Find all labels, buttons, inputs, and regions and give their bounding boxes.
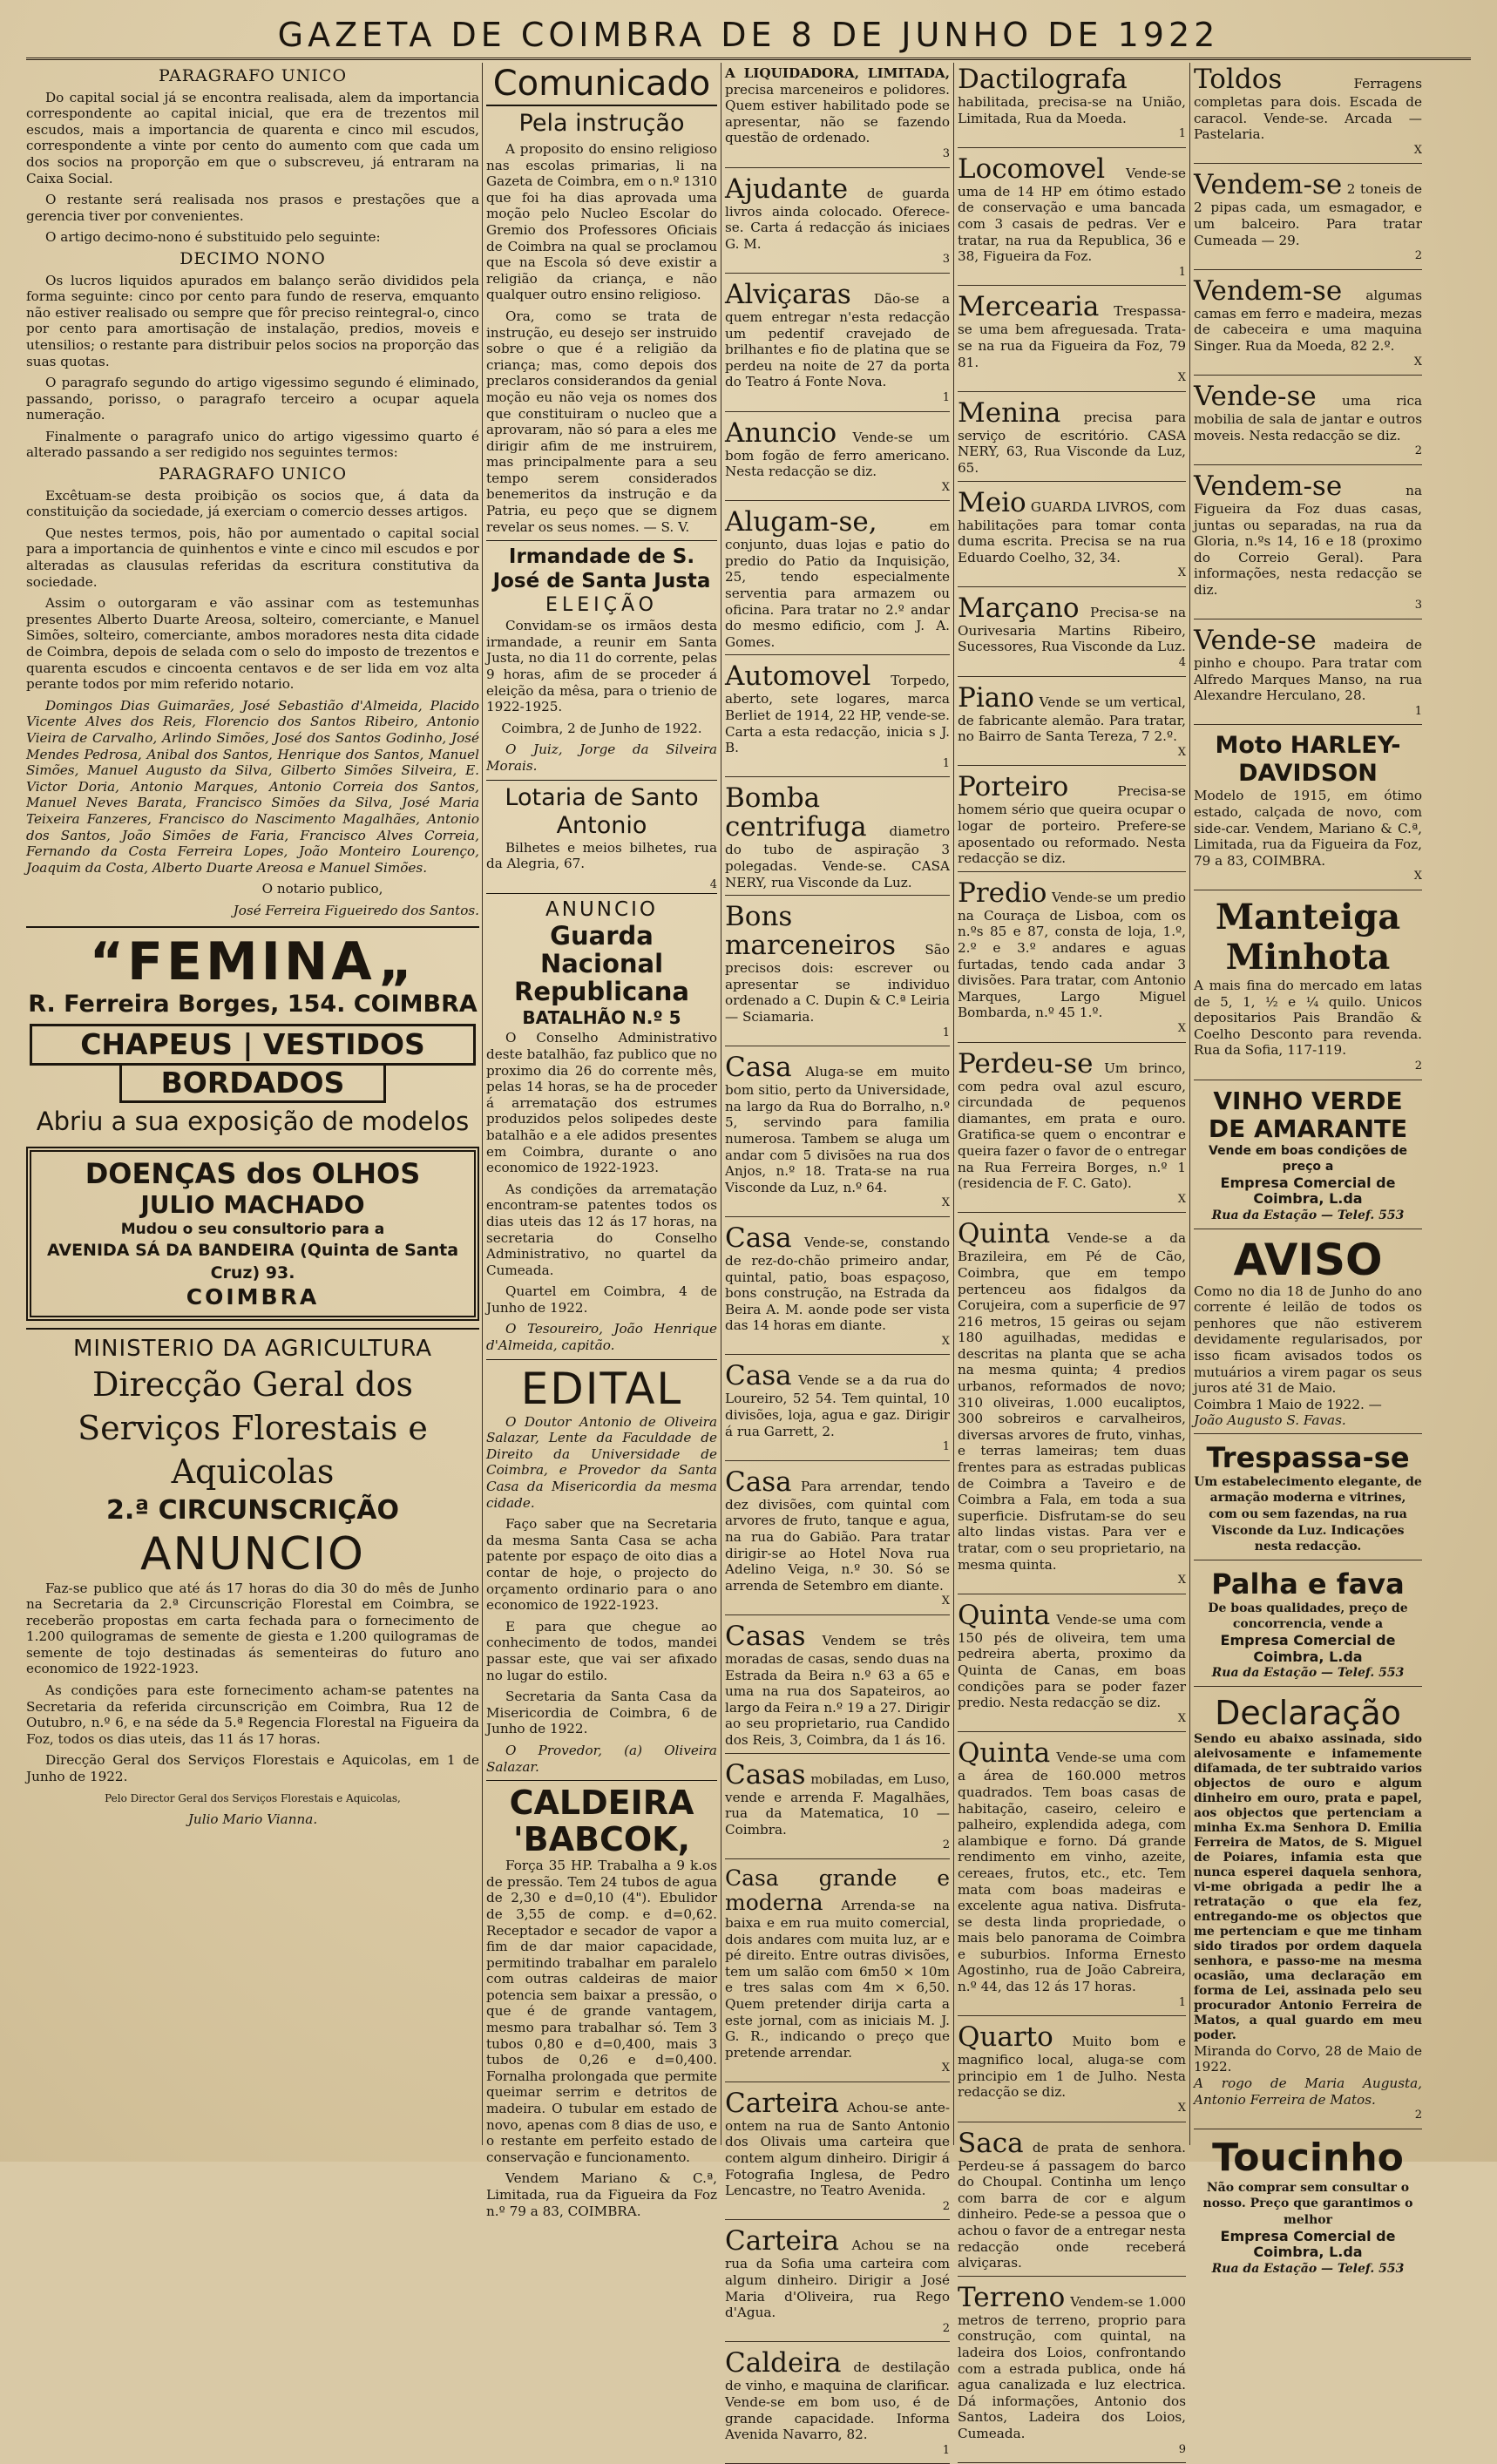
femina-bordados: BORDADOS [119,1066,386,1103]
paragraph: Ora, como se trata de instrução, eu desejo ser instruido sobre o que é a religião da criança; mas, como depois dos preclaros considerandos da genial moção eu não veja os nomes dos que constituiram o nucleo que a aprovaram, não só para a eles me dirigir afim de me instruirem, mas principalmente para a seu tempo serem considerados benemeritos da instrução e da Patria, eu peço que se dignem revelar os seus nomes. — S. V. [486,308,717,535]
classified-ad [958,486,1186,587]
ad-text: precisa marceneiros e polidores. Quem estiver habilitado pode se apresentar, não se fazendo questão de ordenado. [725,81,950,146]
ad-title: Marçano [958,592,1080,624]
ad-text: Achou-se ante-ontem na rua de Santo Antonio dos Olivais uma carteira que contem algum dinheiro. Dirigir á Fotografia Inglesa, de Pedro Lencastre, no Teatro Avenida. [725,2099,951,2199]
ministerio-signature: Julio Mario Vianna. [187,1811,318,1828]
paragraph: Os lucros liquidos apurados em balanço serão divididos pela forma seguinte: cinco por cento para fundo de reserva, emquanto não estiver realisado ou sempre que fôr preciso reintegral-o, cinco por cento para amortisação de instalação, predios, moveis e utensilios; o restante para distribuir pelos socios na proporção das suas quotas. [26,272,479,369]
paragraph: Do capital social já se encontra realisada, alem da importancia correspondente ao capital inicial, que era de trezentos mil escudos, mais a importancia de quarenta e cinco mil escudos, correspondente a vinte por cento do aumento com que cada um dos socios na proporção em que o subscreveu, já entraram na Caixa Social. [26,89,479,186]
ad-number: X [1413,355,1422,369]
signature: O Provedor, (a) Oliveira Salazar. [486,1742,717,1775]
ad-text: Um estabelecimento elegante, de armação moderna e vitrines, com ou sem fazendas, na rua Visconde da Luz. Indicações nesta redacção. [1194,1474,1422,1554]
classified-ad [725,1051,950,1217]
caldeira-title: CALDEIRA [509,1784,694,1823]
toucinho-ad [1194,2134,1422,2282]
paragraph: As condições para este fornecimento acham-se patentes na Secretaria da referida circunscrição em Coimbra, Rua 12 de Outubro, n.º 6, e na séde da 5.ª Regencia Florestal na Figueira da Foz, todos os dias uteis, das 11 ás 17 horas. [26,1682,479,1747]
olhos-city: COIMBRA [186,1283,320,1310]
ad-text: diametro do tubo de aspiração 3 polegadas. Vende-se. CASA NERY, rua Visconde da Luz. [725,823,950,890]
ad-text: Muito bom e magnifico local, aluga-se com principio em 1 de Julho. Nesta redacção se diz. [958,2034,1186,2101]
ad-title: Porteiro [958,771,1069,803]
ad-text: 2 toneis de 2 pipas cada, um esmagador, e um balceiro. Para tratar Cumeada — 29. [1194,181,1422,248]
ad-text: de guarda livros ainda colocado. Oferece-se. Carta á redacção ás iniciaes G. M. [725,185,950,252]
classified-ad [958,1599,1186,1733]
olhos-address: AVENIDA SÁ DA BANDEIRA (Quinta de Santa Cruz) 93. [46,1240,459,1283]
ad-title: Saca [958,2127,1024,2159]
vinho-ad [1194,1085,1422,1229]
ad-number: X [941,480,950,494]
ad-number: X [1413,870,1422,883]
femina-ad [26,926,479,1140]
femina-products: CHAPEUS | VESTIDOS [30,1024,476,1066]
classified-ad [725,416,950,502]
column-4 [958,63,1187,2456]
ad-title: Piano [958,681,1034,714]
paragraph: O paragrafo segundo do artigo vigessimo segundo é eliminado, passando, porisso, o paragrafo terceiro a ocupar aquela numeração. [26,375,479,423]
ad-text: Trespassa-se uma bem afreguesada. Trata-se na rua da Figueira da Foz, 79 81. [958,303,1186,370]
ad-number: 2 [942,2199,950,2213]
paragraph: Quartel em Coimbra, 4 de Junho de 1922. [486,1283,717,1316]
column-rule [482,63,483,2145]
ad-number: X [941,1334,950,1348]
column-rule [1189,63,1190,2145]
ad-number: X [1177,1574,1186,1587]
ad-number: 1 [942,1026,950,1039]
declaracao-title: Declaração [1215,1693,1401,1732]
classified-ad [958,770,1186,871]
paragraph: Secretaria da Santa Casa da Misericordia de Coimbra, 6 de Junho de 1922. [486,1689,717,1737]
ad-title: Carteira [725,2087,840,2119]
ad-text: De boas qualidades, preço de concorrencia, vende a [1208,1601,1408,1632]
ad-title: Casas [725,1621,806,1652]
ad-title: Casa [725,1222,792,1254]
classified-ad [958,1736,1186,2016]
ad-title: Quinta [958,1737,1051,1770]
ad-title: Casa [725,1052,792,1084]
edital-title: EDITAL [520,1363,683,1414]
ad-text: algumas camas em ferro e madeira, mezas de cabeceira e uma maquina Singer. Rua da Moeda, 82 2.º. [1194,287,1422,354]
ministerio-direction: Direcção Geral dos Serviços Florestais e Aquicolas [78,1364,428,1491]
classified-ad [1194,624,1422,725]
ad-text: Vende-se uma com 150 pés de oliveira, tem uma pedreira aberta, proximo da Quinta de Canas, em boas condições para se poder fazer predio. Nesta redacção se diz. [958,1611,1186,1711]
signature: O Tesoureiro, João Henrique d'Almeida, capitão. [486,1321,717,1354]
paragraph: O Conselho Administrativo deste batalhão, faz publico que no proximo dia 26 do corrente mês, pelas 14 horas, se ha de proceder á arrematação dos estrumes produzidos pelos solipedes deste batalhão e a ele adidos presentes em Coimbra, durante o ano economico de 1922-1923. [486,1030,717,1176]
olhos-doctor: JULIO MACHADO [140,1189,365,1219]
classified-ad [958,1047,1186,1214]
ad-title: Casa [725,1360,792,1392]
ad-text: Vende-se um bom fogão de ferro americano. Nesta redacção se diz. [725,429,950,480]
ad-number: 2 [942,1838,950,1852]
ad-title: Bons marceneiros [725,901,897,962]
ad-text: Vende se a da rua do Loureiro, 52 54. Tem quintal, 10 divisões, loja, agua e gaz. Dirigir á rua Garrett, 2. [725,1372,951,1439]
paragraph: Faz-se publico que até ás 17 horas do dia 30 do mês de Junho na Secretaria da 2.ª Circunscrição Florestal em Coimbra, se receberão propostas em carta fechada para o fornecimento de 1.200 quilogramas de semente de giesta e 1.200 quilogramas de semente de tojo destinadas ás sementeiras do futuro ano economico de 1922-1923. [26,1580,479,1677]
ad-text: Vende-se uma de 14 HP em ótimo estado de conservação e uma bancada com 3 casais de pedras. Ver e tratar, na rua da Republica, 36 e 38, Figueira da Foz. [958,165,1186,265]
ad-title: Vendem-se [1194,169,1343,201]
ad-title: Casas [725,1758,806,1790]
classified-ad [725,63,950,168]
ad-text: habilitada, precisa-se na União, Limitada, Rua da Moeda. [958,94,1186,126]
ad-text: mobiladas, em Luso, vende e arrenda F. Magalhães, rua da Matematica, 10 — Coimbra. [725,1770,950,1838]
ad-title: Vendem-se [1194,470,1343,502]
lotaria-title: Lotaria de Santo Antonio [505,783,699,839]
classified-ad [725,660,950,777]
aviso-title: AVISO [1233,1234,1383,1285]
paragraph: Bilhetes e meios bilhetes, rua da Alegria, 67. [486,839,717,872]
date: Coimbra, 2 de Junho de 1922. [501,720,702,736]
ad-title: Dactilografa [958,64,1128,95]
company-name: Empresa Comercial de Coimbra, L.da [1220,2227,1396,2261]
comunicado-title: Comunicado [486,63,717,106]
classified-ad [725,1222,950,1356]
ad-number: 2 [1414,249,1422,263]
classified-ad [725,782,950,896]
classified-ad [725,505,950,655]
instrucao-title: Pela instrução [518,110,685,137]
classified-ad [725,1620,950,1754]
company-address: Rua da Estação — Telef. 553 [1211,1208,1405,1222]
paragraph: As condições da arrematação encontram-se patentes todos os dias uteis das 12 ás 17 horas, na secretaria do Conselho Administrativo, no quartel da Cumeada. [486,1181,717,1278]
ad-text: Vendem-se 1.000 metros de terreno, proprio para construção, com quintal, na ladeira dos Loios, confrontando com a estrada publica, onde há agua canalizada e luz electrica. Dá informações, Antonio dos Santos, Ladeira dos Loios, Cumeada. [958,2293,1186,2441]
paragraph: Vendem Mariano & C.ª, Limitada, rua da Figueira da Foz n.º 79 a 83, COIMBRA. [486,2170,717,2219]
ad-text: Achou se na rua da Sofia uma carteira com algum dinheiro. Dirigir a José Maria d'Oliveira, rua Rego d'Agua. [725,2237,950,2321]
eleicao-title: ELEIÇÃO [545,594,658,617]
palha-ad [1194,1565,1422,1687]
ad-number: 1 [1178,127,1186,141]
classified-ad [725,2346,950,2464]
ad-text: Ferragens completas para dois. Escada de caracol. Vende-se. Arcada — Pastelaria. [1194,76,1422,143]
ad-title: Ajudante [725,173,849,205]
classified-ad [725,1359,950,1460]
ad-title: Predio [958,877,1047,909]
ad-text: Precisa-se homem sério que queira ocupar o logar de porteiro. Prefere-se aposentado ou reformado. Nesta redacção se diz. [958,783,1186,867]
ad-title: Casa grande e moderna [725,1865,950,1915]
gnr-title: Guarda Nacional Republicana [513,921,690,1007]
classified-ad [958,1217,1186,1594]
ad-title: Mercearia [958,291,1100,323]
olhos-moved: Mudou o seu consultorio para a [120,1220,385,1238]
ad-number: 1 [1414,704,1422,718]
trespassa-title: Trespassa-se [1206,1440,1410,1474]
ad-number: 1 [942,756,950,770]
olhos-ad [26,1147,479,1321]
ad-number: 3 [942,146,950,160]
ad-text: Para arrendar, tendo dez divisões, com quintal com arvores de fruto, tanque e agua, na rua do Gabião. Para tratar dirigir-se ao Hotel Nova rua Adelino Veiga, n.º 30. Só se arrenda de Setembro em diante. [725,1478,950,1594]
aviso-ad [1194,1234,1422,1434]
classified-ad [958,396,1186,482]
lotaria-ad [486,780,717,894]
paragraph: Que nestes termos, pois, hão por aumentado o capital social para a importancia de quinhentos e vinte e cinco mil escudos e por alteradas as clausulas referidas da escritura constitutiva da sociedade. [26,525,479,590]
ad-number: 2 [1414,444,1422,458]
paragraph: Excêtuam-se desta proibição os socios que, á data da constituição da sociedade, já exerciam o comercio desses artigos. [26,487,479,520]
ad-text: Torpedo, aberto, sete logares, marca Berliet de 1914, 22 HP, vende-se. Carta a esta redacção, inicia s J. B. [725,673,950,756]
ad-text: Arrenda-se na baixa e em rua muito comercial, dois andares com muita luz, ar e pé direito. Entre outras divisões, tem um salão com 6m50 × 10m e tres salas com 4m × 6,50. Quem pretender dirija carta a este jornal, com as iniciais M. J. G. R., indicando o preço que pretende arrendar. [725,1897,950,2061]
classified-ad [958,2127,1186,2277]
ad-title: Perdeu-se [958,1047,1094,1080]
declaracao-ad [1194,1691,1422,2129]
ad-text: Sendo eu abaixo assinada, sido aleivosamente e infamemente difamada, de ter subtraido varios objectos de ouro e algum dinheiro em ouro, prata e papel, aos objectos que pertenciam a minha Ex.ma Senhora D. Emilia Ferreira de Matos, de S. Miguel de Poiares, infamia esta que nunca esperei daquela senhora, vi-me obrigada a pedir lhe a retratação o que ela fez, entregando-me os objectos que me pertenciam e que me tinham sido tirados por ordem daquela senhora, e passo-me na mesma ocasião, uma declaração em forma de Lei, assinada pelo seu procurador Antonio Ferreira de Matos, a qual guardo em meu poder. [1194,1731,1422,2042]
classified-ad [1194,168,1422,269]
classified-ad [958,877,1186,1043]
notary-title: O notario publico, [261,881,383,897]
ad-number: X [941,2061,950,2075]
signature: João Augusto S. Favas. [1194,1412,1346,1429]
classified-ad [725,1864,950,2082]
section-heading: PARAGRAFO UNICO [158,66,348,85]
ad-number: 4 [1178,656,1186,670]
classified-ad [725,1758,950,1859]
paragraph: Assim o outorgaram e vão assinar com as testemunhas presentes Alberto Duarte Areosa, solteiro, comerciante, e Manuel Simões, solteiro, comerciante, ambos moradores nesta dita cidade de Coimbra, depois de selada com o selo do imposto de trezentos e quarenta escudos e cincoenta centavos e de ser lida em voz alta perante todos por mim referido notario. [26,595,479,693]
company-name: Empresa Comercial de Coimbra, L.da [1220,1174,1396,1208]
ad-title: Casa [725,1466,792,1498]
paragraph: Convidam-se os irmãos desta irmandade, a reunir em Santa Justa, no dia 11 do corrente, pelas 9 horas, afim de se proceder á eleição da mêsa, para o trienio de 1922-1925. [486,618,717,715]
paragraph: O artigo decimo-nono é substituido pelo seguinte: [45,229,381,246]
ad-text: na Figueira da Foz duas casas, juntas ou separadas, na rua da Gloria, n.ºs 14, 16 e 18 (proximo do Correio Geral). Para informações, nesta redacção se diz. [1194,482,1422,598]
classified-ad [1194,470,1422,619]
gnr-ad [486,893,717,1353]
ad-text: GUARDA LIVROS, com habilitações para tomar conta duma escrita. Precisa se na rua Eduardo Coelho, 32, 34. [958,498,1186,565]
ad-number: X [1413,143,1422,157]
femina-address: R. Ferreira Borges, 154. COIMBRA [28,990,478,1018]
paragraph: Finalmente o paragrafo unico do artigo vigessimo quarto é alterado passando a ser redigido nos seguintes termos: [26,428,479,461]
ad-title: Vendem-se [1194,274,1343,307]
masthead: GAZETA DE COIMBRA DE 8 DE JUNHO DE 1922 [26,12,1471,60]
moto-title: Moto HARLEY-DAVIDSON [1215,732,1401,788]
toucinho-title: Toucinho [1212,2135,1404,2180]
column-2 [486,63,717,2219]
ad-number: X [941,1196,950,1210]
ad-text: Vende se um vertical, de fabricante alemão. Para tratar, no Bairro de Santa Tereza, 7 2.º. [958,694,1186,745]
ministerio-ad [26,1328,479,1581]
ad-title: Quarto [958,2021,1053,2054]
palha-title: Palha e fava [1211,1567,1405,1601]
ministerio-anuncio: ANUNCIO [139,1527,365,1581]
ministerio-circ: 2.ª CIRCUNSCRIÇÃO [105,1494,400,1526]
ad-title: Terreno [958,2281,1066,2313]
company-address: Rua da Estação — Telef. 553 [1211,2261,1405,2276]
ad-title: Menina [958,396,1061,429]
ad-number: 9 [1178,2442,1186,2456]
section-heading: DECIMO NONO [180,248,326,268]
ad-text: em conjunto, duas lojas e patio do predio do Patio da Inquisição, 25, tendo especialmente serventia para armazem ou oficina. Para tratar no 2.º andar do mesmo edificio, com J. A. Gomes. [725,518,950,650]
ad-text: Vende-se um predio na Couraça de Lisboa, com os n.ºs 85 e 87, consta de loja, 1.º, 2.º e 3.º andares e aguas furtadas, tendo cada andar 3 divisões. Para tratar, com Antonio Marques, Largo Miguel Bombarda, n.º 45 1.º. [958,889,1187,1021]
classified-ad [958,63,1186,148]
classified-ad [958,592,1186,677]
ad-title: Vende-se [1194,625,1317,657]
company-address: Rua da Estação — Telef. 553 [1211,1666,1405,1681]
classified-ad [1194,274,1422,376]
paragraph: Faço saber que na Secretaria da mesma Santa Casa se acha patente por espaço de oito dias a contar de hoje, o projecto do orçamento ordinario para o ano economico de 1922-1923. [486,1516,717,1614]
column-5 [1194,63,1423,2276]
ad-number: X [941,1594,950,1608]
anuncio-title: ANUNCIO [545,898,658,922]
ad-title: Carteira [725,2225,840,2258]
ad-number: X [1177,745,1186,759]
manteiga-ad [1194,895,1422,1080]
ad-number: X [1177,1192,1186,1206]
ad-text: Vende-se a da Brazileira, em Pé de Cão, Coimbra, que em tempo pertenceu aos fidalgos da Corujeira, com a superficie de 97 216 metros, 15 geiras ou sejam 180 aguilhadas, medidas e descritas na planta que se acha na mesma quinta; 4 predios urbanos, reformados de novo; 310 oliveiras, 1.000 eucaliptos, 300 sobreiros e carvalheiros, diversas arvores de fruto, vinhas, e terras lameiras; tem duas frentes para as estradas publicas de Coimbra a Taveiro e de Coimbra a Fala, em toda a sua superficie. Disfrutam-se do seu alto lindas vistas. Para ver e tratar, com o seu proprietario, na mesma quinta. [958,1230,1187,1573]
section-heading: PARAGRAFO UNICO [158,464,348,484]
ad-number: X [1177,1021,1186,1035]
ad-title: Automovel [725,660,871,693]
gnr-batalhao: BATALHÃO N.º 5 [522,1007,681,1029]
classified-ad [725,278,950,412]
paragraph: O Doutor Antonio de Oliveira Salazar, Lente da Faculdade de Direito da Universidade de Coimbra, e Provedor da Santa Casa da Misericordia da mesma cidade. [486,1413,717,1511]
ministerio-signed: Pelo Director Geral dos Serviços Florestais e Aquicolas, [105,1791,401,1804]
ad-number: 3 [942,253,950,267]
ad-text: Dão-se a quem entregar n'esta redacção um pedentif cravejado de brilhantes e fio de platina que se perdeu na noite de 27 da porta do Teatro á Fonte Nova. [725,290,951,390]
classified-ad [1194,380,1422,465]
ad-number: 2 [1414,1059,1422,1073]
ad-text: uma rica mobilia de sala de jantar e outros moveis. Nesta redacção se diz. [1194,393,1423,443]
manteiga-title: Manteiga Minhota [1215,897,1401,978]
classified-ad [1194,63,1422,164]
classified-ad [958,681,1186,767]
ad-title: Vende-se [1194,381,1317,413]
classified-ad [958,152,1186,287]
date: Miranda do Corvo, 28 de Maio de 1922. [1194,2042,1422,2075]
ad-title: Anuncio [725,416,837,449]
signature: A rogo de Maria Augusta, Antonio Ferreira de Matos. [1194,2075,1422,2108]
ad-number: 1 [942,1440,950,1454]
edital-ad [486,1359,717,1775]
ad-number: X [1177,2102,1186,2115]
ad-number: X [1177,566,1186,580]
ad-number: 2 [1414,2109,1422,2122]
babcok-title: 'BABCOK, [512,1820,691,1859]
company-name: Empresa Comercial de Coimbra, L.da [1220,1632,1396,1665]
ad-number: 2 [942,2321,950,2335]
ad-title: Quinta [958,1599,1051,1631]
ad-number: 1 [942,390,950,404]
ad-text: madeira de pinho e choupo. Para tratar com Alfredo Marques Manso, na rua Alexandre Herculano, 28. [1194,637,1422,704]
ad-number: X [1177,371,1186,385]
ad-title: Bomba centrifuga [725,782,867,843]
ad-text: de prata de senhora. Perdeu-se á passagem do barco do Choupal. Continha um lenço com barra de cor e algum dinheiro. Pede-se a pessoa que o achou o favor de a entregar nesta redacção onde receberá alviçaras. [958,2139,1186,2271]
classified-ad [958,2281,1186,2463]
ad-title: Quinta [958,1218,1051,1250]
ad-text: precisa para serviço de escritório. CASA NERY, 63, Rua Visconde da Luz, 65. [958,409,1186,476]
ad-number: 1 [942,2443,950,2457]
ad-number: 4 [709,877,717,891]
signature: O Juiz, Jorge da Silveira Morais. [486,741,717,774]
ad-text: A mais fina do mercado em latas de 5, 1, ½ e ¼ quilo. Unicos depositarios Pais Brandão & Coelho Desconto para revenda. Rua da Sofia, 117-119. [1194,978,1422,1059]
ad-title: Caldeira [725,2347,842,2379]
moto-ad [1194,729,1422,890]
ad-text: Um brinco, com pedra oval azul escuro, circundada de pequenos diamantes, em prata e ouro. Gratifica-se quem o encontrar e queira fazer o favor de o entregar na Rua Ferreira Borges, n.º 1 (residencia de F. C. Gato). [958,1059,1186,1192]
ad-title: A LIQUIDADORA, LIMITADA, [725,65,950,81]
classified-ad [725,900,950,1046]
olhos-title: DOENÇAS dos OLHOS [85,1156,421,1190]
ad-text: Modelo de 1915, em ótimo estado, calçada de novo, com side-car. Vendem, Mariano & C.ª, Limitada, rua da Figueira da Foz, 79 a 83, COIMBRA. [1194,788,1422,869]
notary-name: José Ferreira Figueiredo dos Santos. [233,902,479,918]
signatories: Domingos Dias Guimarães, José Sebastião d'Almeida, Placido Vicente Alves dos Reis, Florencio dos Santos Ribeiro, Antonio Vieira de Carvalho, Arlindo Simões, José dos Santos Godinho, José Mendes Pedrosa, Anibal dos Santos, Henrique dos Santos, Manuel Simões, Manuel Augusto da Silva, Gilberto Simões Silveira, E. Victor Doria, Antonio Marques, Antonio Correia dos Santos, Manuel Neves Barata, Francisco Simões da Silva, José Maria Teixeira Fanzeres, Francisco do Nascimento Magalhães, Antonio dos Santos, João Simões de Faria, Francisco Alves Correia, Fernando da Costa Ferreira Lopes, João Monteiro Lourenço, Joaquim da Costa, Alberto Duarte Areosa e Manuel Simões. [26,697,479,876]
paragraph: Força 35 HP. Trabalha a 9 k.os de pressão. Tem 24 tubos de agua de 2,30 e d=0,10 (4"). Ebulidor de 3,55 de comp. e d=0,62. Receptador e secador de vapor a fim de dar maior capacidade, permitindo trabalhar em paralelo com outras caldeiras de maior potencia sem baixar a pressão, o que é de grande vantagem, mesmo para trabalhar só. Tem 3 tubos 0,80 e d=0,400, mais 3 tubos de 0,26 e d=0,400. Fornalha prolongada que permite queimar serrim e detritos de madeira. O tubular em estado de novo, apenas com 8 dias de uso, e o restante em perfeito estado de conservação e funcionamento. [486,1858,717,2165]
irmandade-title: Irmandade de S. José de Santa Justa [492,545,711,593]
classified-ad [958,290,1186,391]
ad-title: Toldos [1194,64,1283,95]
ad-number: 1 [1178,1995,1186,2009]
ad-text: Vende em boas condições de preço a [1208,1143,1407,1174]
trespassa-ad [1194,1438,1422,1560]
ad-title: Locomovel [958,152,1106,185]
column-3 [725,63,951,2457]
ad-text: São precisos dois: escrever ou apresentar se individuo ordenado a C. Dupin & C.ª Leiria — Sciamaria. [725,942,950,1025]
classified-ad [725,173,950,274]
ad-text: Não comprar sem consultar o nosso. Preço que garantimos o melhor [1202,2180,1413,2227]
classified-ad [725,2224,950,2342]
ad-title: Alviçaras [725,278,851,310]
classified-ad [725,2087,950,2221]
ad-text: Vende-se uma com a área de 160.000 metros quadrados. Tem boas casas de habitação, caseiro, celeiro e palheiro, explendida adega, com alambique e forno. Dá grande rendimento em vinho, azeite, cereaes, frutos, etc., etc. Tem mata com boas madeiras e excelente agua nativa. Disfruta-se desta linda propriedade, o mais belo panorama de Coimbra e suburbios. Informa Ernesto Agostinho, rua de João Cabreira, n.º 44, das 12 ás 17 horas. [958,1750,1186,1995]
ad-text: Como no dia 18 de Junho do ano corrente é leilão de todos os penhores que não estiverem devidamente regularisados, por isso ficam avisados todos os mutuários a virem pagar os seus juros até 31 de Maio. [1194,1283,1422,1397]
femina-title: “FEMINA„ [89,931,417,992]
ministerio-title: MINISTERIO DA AGRICULTURA [72,1335,433,1362]
ad-text: Aluga-se em muito bom sitio, perto da Universidade, na largo da Rua do Borralho, n.º 5, servindo para familia numerosa. Tambem se aluga um andar com 5 divisões na rua dos Anjos, n.º 18. Trata-se na rua Visconde da Luz, n.º 64. [725,1064,950,1195]
date: Coimbra 1 Maio de 1922. — [1194,1396,1382,1412]
paragraph: A proposito do ensino religioso nas escolas primarias, li na Gazeta de Coimbra, em o n.º 1310 que foi ha dias aprovada uma moção pelo Nucleo Escolar do Gremio dos Professores Oficiais de Coimbra na qual se proclamou que na Escola só deve existir a religião da criança, e não qualquer outro ensino religioso. [486,141,717,303]
classified-ad [958,2021,1186,2122]
ad-text: Vende-se, constando de rez-do-chão primeiro andar, quintal, patio, boas espaçoso, bons construção, na Estrada da Beira A. M. aonde pode ser vista das 14 horas em diante. [725,1234,951,1334]
paragraph: O restante será realisada nos prasos e prestações que a gerencia tiver por convenientes. [26,192,479,224]
ad-number: 3 [1414,599,1422,613]
column-rule [953,63,954,2145]
classified-ad [725,1466,950,1615]
ad-text: de destilação de vinho, e maquina de clarificar. Vende-se em bom uso, é de grande capacidade. Informa Avenida Navarro, 82. [725,2359,951,2443]
ad-text: Precisa-se na Ourivesaria Martins Ribeiro, Sucessores, Rua Visconde da Luz. [958,604,1186,655]
paragraph: Direcção Geral dos Serviços Florestais e Aquicolas, em 1 de Junho de 1922. [26,1752,479,1785]
ad-title: Alugam-se, [725,506,877,538]
column-1 [26,63,479,2145]
vinho-title: VINHO VERDE DE AMARANTE [1208,1086,1408,1143]
caldeira-ad [486,1780,717,2219]
paragraph: E para que chegue ao conhecimento de todos, mandei passar este, que vai ser afixado no lugar do estilo. [486,1618,717,1683]
irmandade-ad [486,540,717,774]
femina-tagline: Abriu a sua exposição de modelos [36,1106,470,1136]
ad-title: Meio [958,486,1026,518]
ad-number: X [1177,1711,1186,1725]
ad-number: 1 [1178,265,1186,279]
ad-text: Vendem se três moradas de casas, sendo duas na Estrada da Beira n.º 63 a 65 e uma na rua dos Sapateiros, ao largo da Feira n.º 19 a 27. Dirigir ao seu proprietario, rua Candido dos Reis, 3, Coimbra, da 1 ás 16. [725,1633,950,1748]
